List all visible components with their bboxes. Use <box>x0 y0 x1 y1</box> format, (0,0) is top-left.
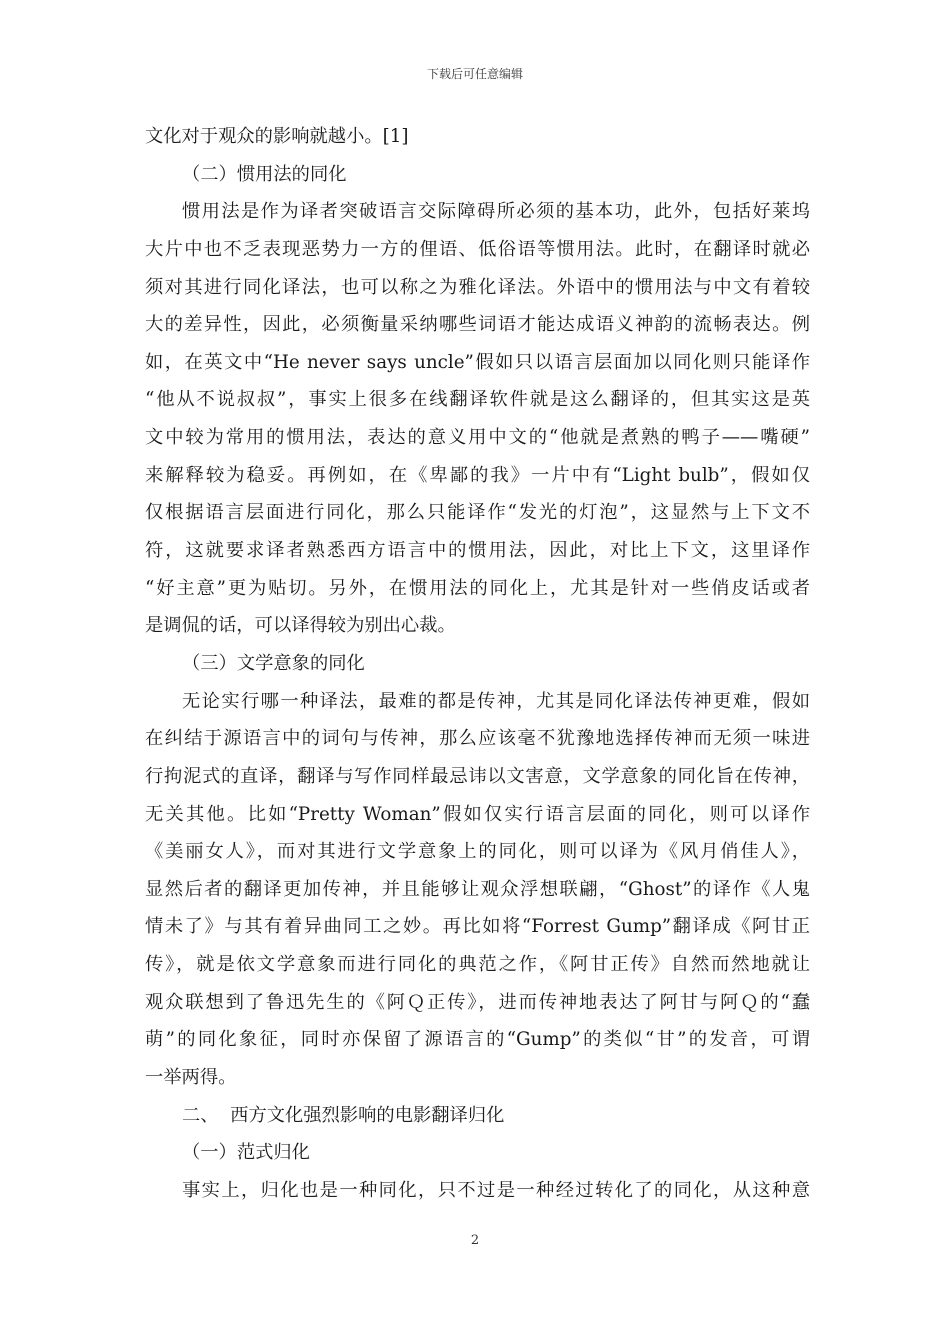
section-heading: （三）文学意象的同化 <box>182 652 365 674</box>
text-line: 观众联想到了鲁迅先生的《阿Ｑ正传》，进而传神地表达了阿甘与阿Ｑ的“蠢 <box>145 991 810 1013</box>
page-header: 下载后可任意编辑 <box>426 67 523 81</box>
paragraph-first-line: 无论实行哪一种译法，最难的都是传神，尤其是同化译法传神更难，假如 <box>182 690 810 712</box>
text-line: 传》，就是依文学意象而进行同化的典范之作，《阿甘正传》自然而然地就让 <box>145 954 810 976</box>
text-line: 无关其他。比如“Pretty Woman”假如仅实行语言层面的同化，则可以译作 <box>145 803 810 825</box>
text-line: “好主意”更为贴切。另外，在惯用法的同化上，尤其是针对一些俏皮话或者 <box>145 577 810 599</box>
paragraph-first-line: 事实上，归化也是一种同化，只不过是一种经过转化了的同化，从这种意 <box>182 1179 810 1201</box>
text-line: 大片中也不乏表现恶势力一方的俚语、低俗语等惯用法。此时，在翻译时就必 <box>145 238 810 260</box>
text-line: 文中较为常用的惯用法，表达的意义用中文的“他就是煮熟的鸭子——嘴硬” <box>145 427 810 449</box>
text-line: 《美丽女人》，而对其进行文学意象上的同化，则可以译为《风月俏佳人》， <box>145 841 810 863</box>
text-line: 仅根据语言层面进行同化，那么只能译作“发光的灯泡”，这显然与上下文不 <box>145 502 810 524</box>
text-line: 在纠结于源语言中的词句与传神，那么应该毫不犹豫地选择传神而无须一味进 <box>145 728 810 750</box>
text-line: 如，在英文中“He never says uncle”假如只以语言层面加以同化则只能译作 <box>145 351 810 373</box>
text-line: 萌”的同化象征，同时亦保留了源语言的“Gump”的类似“甘”的发音，可谓 <box>145 1029 810 1051</box>
paragraph-first-line: 惯用法是作为译者突破语言交际障碍所必须的基本功，此外，包括好莱坞 <box>182 201 810 223</box>
text-line: 显然后者的翻译更加传神，并且能够让观众浮想联翩，“Ghost”的译作《人鬼 <box>145 878 810 900</box>
text-line: 行拘泥式的直译，翻译与写作同样最忌讳以文害意，文学意象的同化旨在传神， <box>145 765 810 787</box>
text-line: 是调侃的话，可以译得较为别出心裁。 <box>145 615 456 637</box>
text-line: 大的差异性，因此，必须衡量采纳哪些词语才能达成语义神韵的流畅表达。例 <box>145 314 810 336</box>
text-line: 来解释较为稳妥。再例如，在《卑鄙的我》一片中有“Light bulb”，假如仅 <box>145 464 810 486</box>
section-heading: （一）范式归化 <box>182 1142 310 1164</box>
text-line: 文化对于观众的影响就越小。[1] <box>145 126 409 147</box>
page-number: 2 <box>470 1233 480 1248</box>
document-body <box>145 118 810 1210</box>
text-line: 情未了》与其有着异曲同工之妙。再比如将“Forrest Gump”翻译成《阿甘正 <box>145 916 810 938</box>
text-line: 须对其进行同化译法，也可以称之为雅化译法。外语中的惯用法与中文有着较 <box>145 276 810 298</box>
text-line: 符，这就要求译者熟悉西方语言中的惯用法，因此，对比上下文，这里译作 <box>145 540 810 562</box>
chapter-heading: 二、 西方文化强烈影响的电影翻译归化 <box>182 1104 505 1126</box>
text-line: 一举两得。 <box>145 1067 237 1089</box>
section-heading: （二）惯用法的同化 <box>182 163 347 185</box>
text-line: “他从不说叔叔”，事实上很多在线翻译软件就是这么翻译的，但其实这是英 <box>145 389 810 411</box>
